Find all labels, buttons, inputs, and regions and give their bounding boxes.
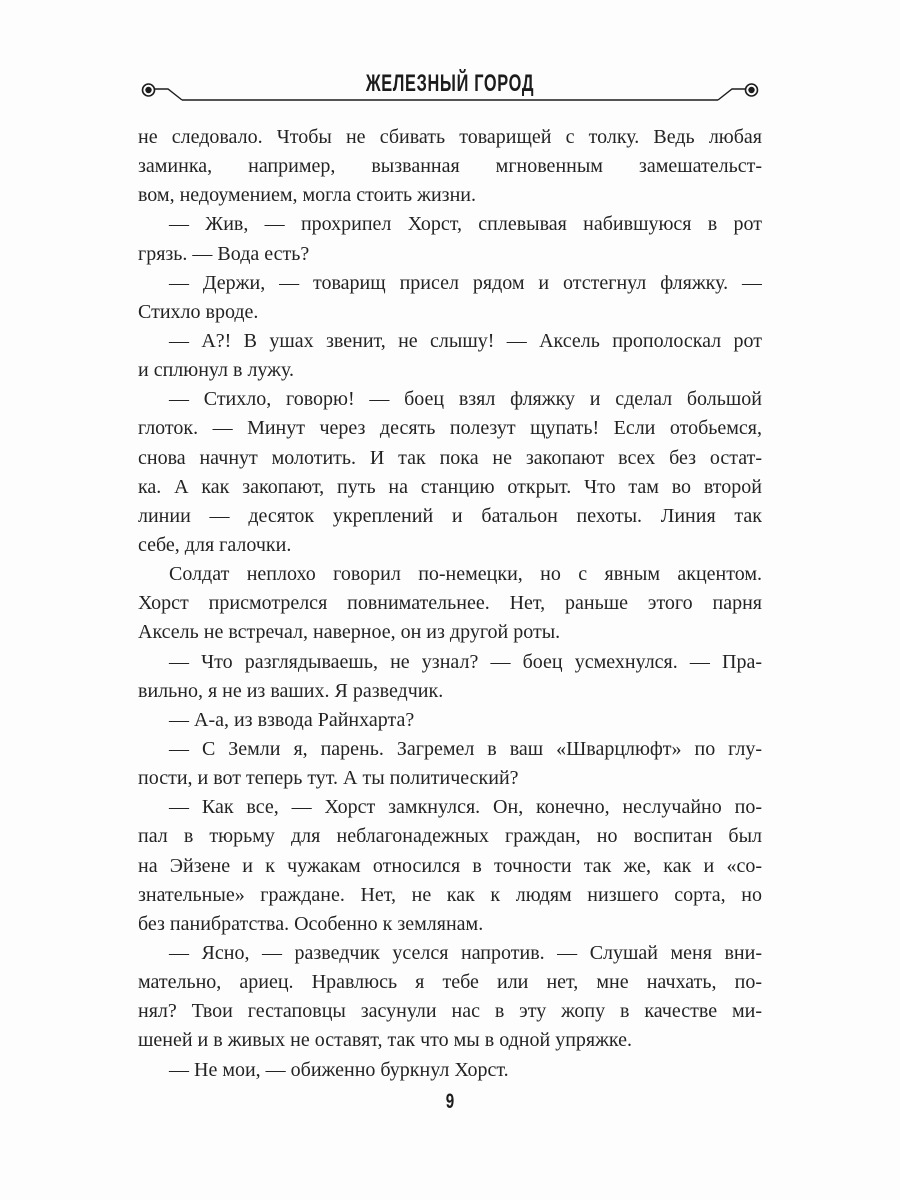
text-line: ка. А как закопают, путь на станцию открыт. Что там во второй — [138, 475, 762, 498]
text-line: — А-а, из взвода Райнхарта? — [169, 708, 415, 731]
text-line: — А?! В ушах звенит, не слышу! — Аксель прополоскал рот — [169, 329, 762, 352]
text-line: — Ясно, — разведчик уселся напротив. — Слушай меня вни- — [169, 941, 762, 964]
text-line: пости, и вот теперь тут. А ты политический? — [138, 767, 519, 790]
text-line: на Эйзене и к чужакам относился в точности так же, как и «со- — [138, 854, 762, 877]
text-line: — Как все, — Хорст замкнулся. Он, конечно, неслучайно по- — [169, 796, 762, 819]
paragraph — [138, 706, 762, 735]
text-line: мательно, ариец. Нравлюсь я тебе или нет, мне начхать, по- — [138, 971, 762, 994]
text-line: Стихло вроде. — [138, 300, 259, 323]
text-line: себе, для галочки. — [138, 533, 292, 556]
paragraph — [138, 123, 762, 210]
text-line: грязь. — Вода есть? — [138, 242, 310, 265]
paragraph — [138, 939, 762, 1056]
text-line: Аксель не встречал, наверное, он из другой роты. — [138, 621, 561, 644]
text-line: и сплюнул в лужу. — [138, 359, 294, 382]
text-column — [138, 123, 762, 1085]
paragraph — [138, 327, 762, 385]
text-line: вом, недоумением, могла стоить жизни. — [138, 184, 476, 207]
page-number: 9 — [445, 1090, 455, 1113]
text-line: Солдат неплохо говорил по-немецки, но с явным акцентом. — [169, 563, 762, 586]
text-line: знательные» граждане. Нет, не как к людям низшего сорта, но — [138, 883, 762, 906]
paragraph — [138, 269, 762, 327]
text-line: — Держи, — товарищ присел рядом и отстегнул фляжку. — — [169, 271, 762, 294]
text-line: шеней и в живых не оставят, так что мы в одной упряжке. — [138, 1029, 633, 1052]
text-line: снова начнут молотить. И так пока не закопают всех без остат- — [138, 446, 762, 469]
text-line: глоток. — Минут через десять полезут щупать! Если отобьемся, — [138, 417, 762, 440]
text-line: вильно, я не из ваших. Я разведчик. — [138, 679, 444, 702]
text-line: пал в тюрьму для неблагонадежных граждан, но воспитан был — [138, 825, 762, 848]
text-line: Хорст присмотрелся повнимательнее. Нет, раньше этого парня — [138, 592, 762, 615]
running-head — [138, 68, 762, 108]
book-title: ЖЕЛЕЗНЫЙ ГОРОД — [365, 70, 535, 97]
paragraph — [138, 648, 762, 706]
paragraph — [138, 1056, 762, 1085]
text-line: нял? Твои гестаповцы засунули нас в эту жопу в качестве ми- — [138, 1000, 762, 1023]
text-line: без панибратства. Особенно к землянам. — [138, 912, 484, 935]
text-line: — С Земли я, парень. Загремел в ваш «Шварцлюфт» по глу- — [169, 737, 762, 760]
paragraph — [138, 793, 762, 939]
text-line: не следовало. Чтобы не сбивать товарищей с толку. Ведь любая — [138, 126, 762, 148]
text-line: — Что разглядываешь, не узнал? — боец усмехнулся. — Пра- — [169, 650, 762, 673]
paragraph — [138, 385, 762, 560]
text-line: — Жив, — прохрипел Хорст, сплевывая набившуюся в рот — [169, 213, 762, 236]
text-line: — Не мои, — обиженно буркнул Хорст. — [169, 1058, 509, 1081]
text-line: — Стихло, говорю! — боец взял фляжку и сделал большой — [169, 388, 762, 411]
paragraph — [138, 560, 762, 647]
paragraph — [138, 210, 762, 268]
text-line: линии — десяток укреплений и батальон пехоты. Линия так — [138, 504, 762, 527]
paragraph — [138, 735, 762, 793]
text-line: заминка, например, вызванная мгновенным замешательст- — [138, 155, 762, 178]
